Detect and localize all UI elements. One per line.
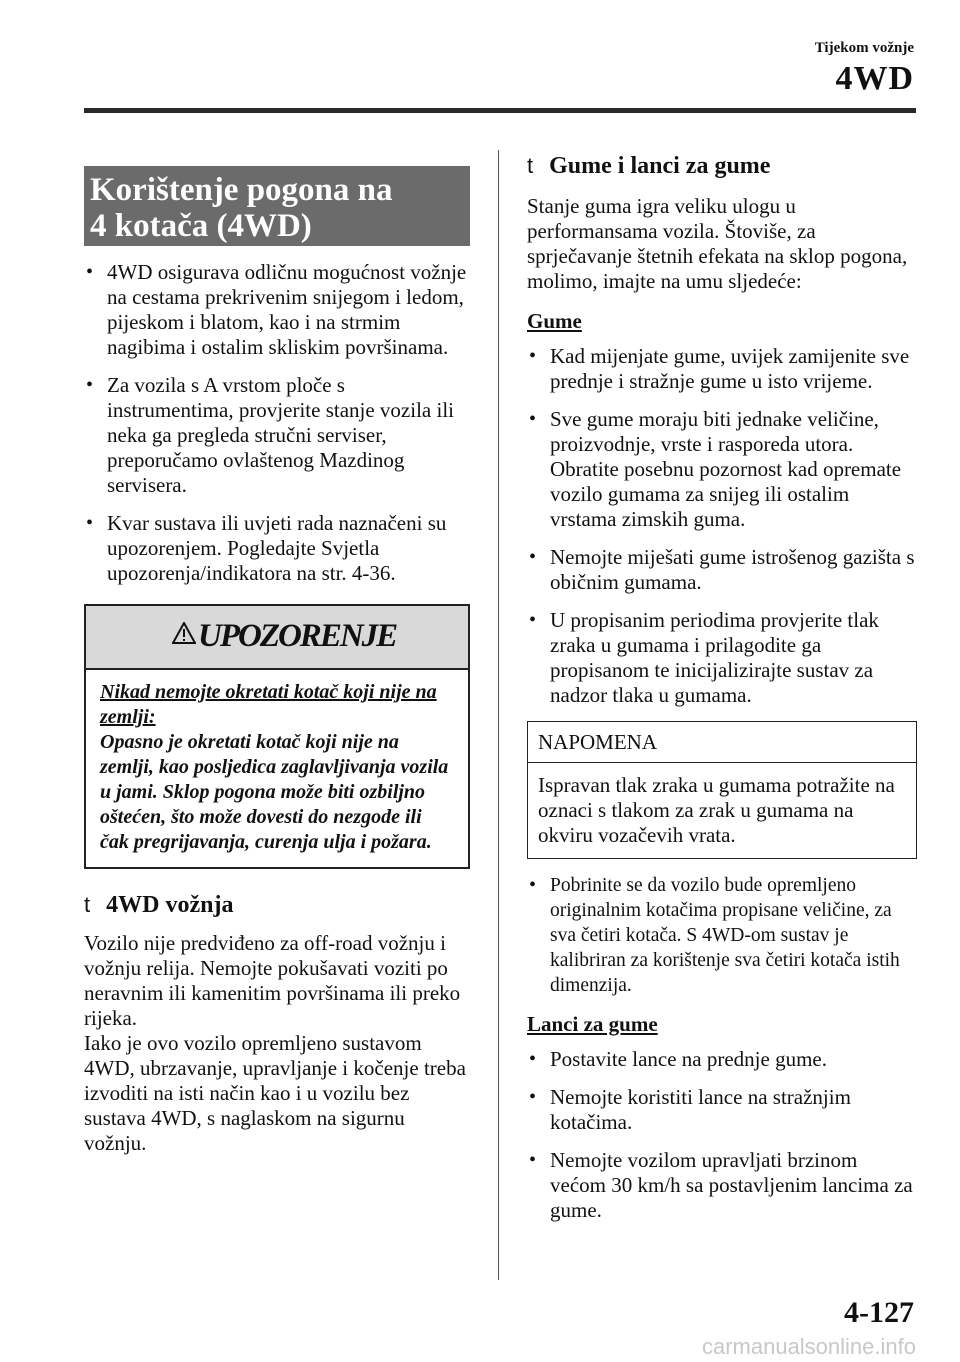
list-item: • Pobrinite se da vozilo bude opremljeno originalnim kotačima propisane veličine, za sva četiri kotača. S 4WD-om sustav je kalibriran za korištenje sva četiri kotača istih dimenzija. [527, 873, 917, 998]
list-item: • Nemojte vozilom upravljati brzinom većom 30 km/h sa postavljenim lancima za gume. [527, 1148, 917, 1223]
subsection-marker: t [527, 153, 534, 178]
warning-body [86, 670, 468, 867]
section-title [84, 166, 470, 246]
subsection-heading-text: 4WD vožnja [106, 892, 234, 918]
page-number: 4-127 [844, 1296, 914, 1329]
header-rule [84, 108, 916, 113]
warning-title: Nikad nemojte okretati kotač koji nije na zemlji: [100, 681, 437, 728]
wheel-bullet-list [527, 873, 917, 998]
warning-header [86, 606, 468, 670]
intro-bullet-list [84, 260, 470, 586]
subsection-heading-text: Gume i lanci za gume [549, 153, 771, 179]
note-text: Ispravan tlak zraka u gumama potražite na oznaci s tlakom za zrak u gumama na okviru vozačevih vrata. [538, 773, 895, 847]
section-title-line2: 4 kotača (4WD) [90, 208, 312, 244]
warning-triangle-icon [172, 622, 196, 644]
list-item: • Postavite lance na prednje gume. [527, 1047, 917, 1072]
paragraph: Stanje guma igra veliku ulogu u performansama vozila. Štoviše, za sprječavanje štetnih efekata na sklop pogona, molimo, imajte na umu sljedeće: [527, 194, 908, 293]
watermark: carmanualsonline.info [701, 1334, 916, 1359]
list-item: • Kad mijenjate gume, uvijek zamijenite sve prednje i stražnje gume u isto vrijeme. [527, 344, 917, 394]
subsection-marker: t [84, 892, 91, 917]
note-box [527, 721, 917, 859]
list-item: • Nemojte koristiti lance na stražnjim kotačima. [527, 1085, 917, 1135]
left-column [84, 166, 470, 1156]
section-name: Tijekom vožnje [814, 40, 914, 56]
paragraph: Vozilo nije predviđeno za off-road vožnju i vožnju relija. Nemojte pokušavati voziti po neravnim ili kamenitim površinama ili preko rijeka. [84, 931, 461, 1030]
chain-bullet-list [527, 1047, 917, 1223]
note-label: NAPOMENA [528, 722, 916, 763]
chains-label: Lanci za gume [527, 1012, 658, 1036]
section-title-line1: Korištenje pogona na [90, 172, 393, 208]
right-column [527, 152, 917, 1236]
tires-label: Gume [527, 309, 582, 333]
warning-label: UPOZORENJE [198, 618, 397, 654]
list-item: • Nemojte miješati gume istrošenog gazišta s običnim gumama. [527, 545, 917, 595]
chapter-title: 4WD [835, 60, 914, 97]
list-item: • U propisanim periodima provjerite tlak zraka u gumama i prilagodite ga propisanom te inicijalizirajte sustav za nadzor tlaka u gumama. [527, 608, 917, 708]
paragraph: Iako je ovo vozilo opremljeno sustavom 4WD, ubrzavanje, upravljanje i kočenje treba izvoditi na isti način kao i u vozilu bez sustava 4WD, s naglaskom na sigurnu vožnju. [84, 1031, 466, 1155]
list-item: • Sve gume moraju biti jednake veličine, proizvodnje, vrste i rasporeda utora. Obratite posebnu pozornost kad opremate vozilo gumama za snijeg ili ostalim vrstama zimskih guma. [527, 407, 917, 532]
subsection-heading [84, 891, 470, 919]
list-item: • Za vozila s A vrstom ploče s instrumentima, provjerite stanje vozila ili neka ga pregleda stručni serviser, preporučamo ovlaštenog Mazdinog servisera. [84, 373, 470, 498]
warning-text: Opasno je okretati kotač koji nije na zemlji, kao posljedica zaglavljivanja vozila u jami. Sklop pogona može biti ozbiljno oštećen, što može dovesti do nezgode ili čak pregrijavanja, curenja ulja i požara. [100, 731, 449, 853]
column-divider [498, 150, 499, 1280]
subsection-heading [527, 152, 917, 180]
warning-box [84, 604, 470, 869]
list-item: • Kvar sustava ili uvjeti rada naznačeni su upozorenjem. Pogledajte Svjetla upozorenja/indikatora na str. 4-36. [84, 511, 470, 586]
tire-bullet-list [527, 344, 917, 708]
list-item: • 4WD osigurava odličnu mogućnost vožnje na cestama prekrivenim snijegom i ledom, pijeskom i blatom, kao i na strmim nagibima i ostalim skliskim površinama. [84, 260, 470, 360]
